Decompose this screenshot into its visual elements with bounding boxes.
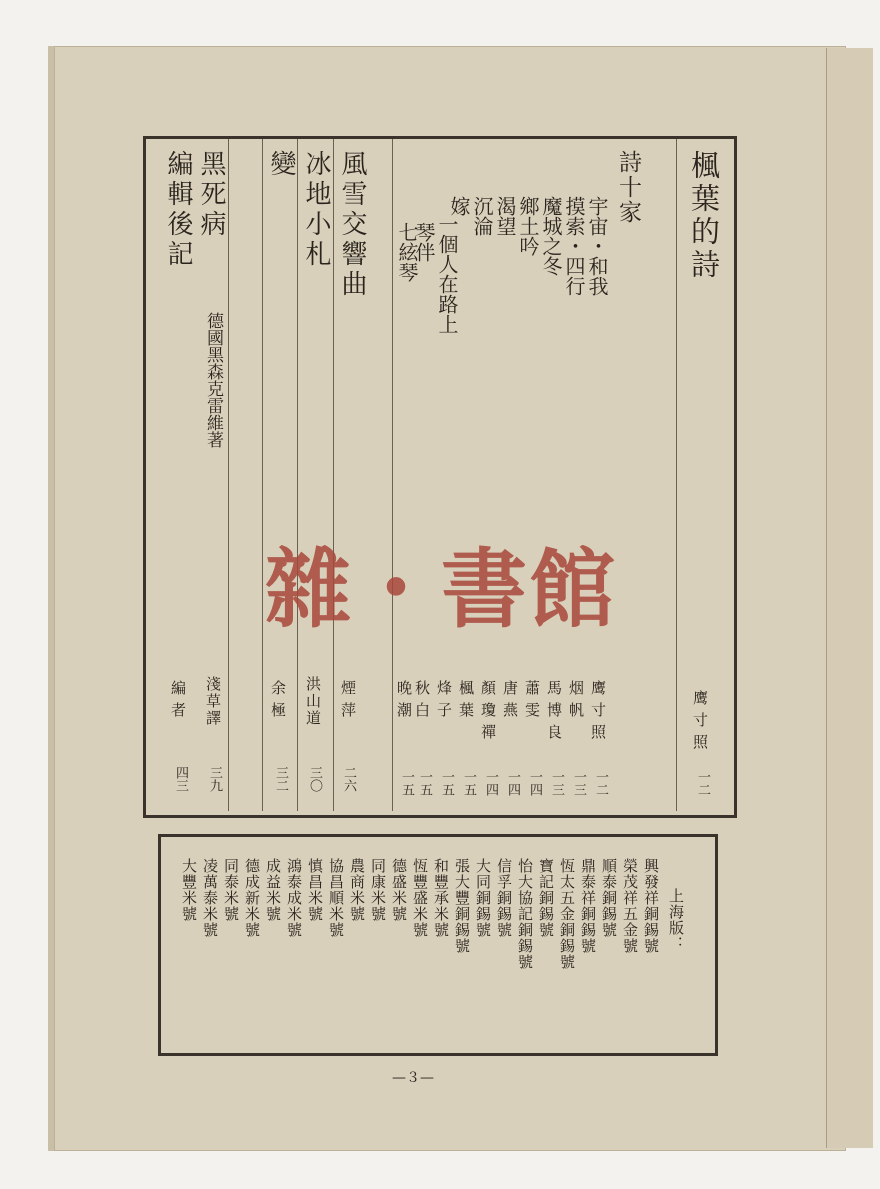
poem-page: 一三 [571,770,586,796]
ad-entry: 德成新米號 [243,858,261,938]
ad-entry: 張大豐銅錫號 [453,858,471,954]
article-note: 德國黑森克雷維著 [203,312,223,448]
article-title: 黑死病 [196,150,226,240]
article-author: 煙萍 [339,680,357,724]
library-stamp: 雜・書館 [265,539,617,640]
poem-author: 鹰寸照 [589,680,607,746]
article-title: 編輯後記 [163,150,193,270]
ad-entry: 鼎泰祥銅錫號 [579,858,597,954]
article-page: 三〇 [307,766,322,792]
poem-title: 七絃琴 [395,222,419,282]
ad-entry: 順泰銅錫號 [600,858,618,938]
poem-page: 一五 [461,770,476,796]
group-title: 詩十家 [615,150,641,225]
ad-entry: 怡大協記銅錫號 [516,858,534,970]
ad-entry: 農商米號 [348,858,366,922]
ad-entry: 同泰米號 [222,858,240,922]
article-author: 洪山道 [304,676,322,727]
divider [262,139,263,811]
poem-author: 楓葉 [457,680,475,724]
article-page: 三二 [273,766,288,792]
divider [676,139,677,811]
poem-page: 一四 [527,770,542,796]
poem-page: 一二 [593,770,608,796]
poem-page: 一四 [483,770,498,796]
article-author: 編者 [169,680,187,724]
ad-entry: 大豐米號 [180,858,198,922]
ad-entry: 德盛米號 [390,858,408,922]
article-title: 變 [266,150,296,180]
poem-title: 宇宙・和我 [585,196,609,296]
divider [392,139,393,811]
section-title: 楓葉的詩 [687,150,721,282]
article-page: 四三 [173,766,188,792]
article-title: 風雪交響曲 [337,150,367,300]
ad-entry: 凌萬泰米號 [201,858,219,938]
poem-page: 一五 [417,770,432,796]
poem-page: 一五 [399,770,414,796]
poem-author: 唐燕 [501,680,519,724]
ad-entry: 信孚銅錫號 [495,858,513,938]
article-author: 余極 [269,680,287,724]
ad-entry: 興發祥銅錫號 [642,858,660,954]
section-author: 鹰寸照 [691,690,709,756]
poem-author: 秋白 [413,680,431,724]
poem-title: 沉淪 [470,196,494,236]
page-number: —３— [392,1070,434,1086]
poem-author: 馬博良 [545,680,563,746]
poem-title: 一個人在路上 [435,214,459,334]
ad-entry: 大同銅錫號 [474,858,492,938]
poem-author: 蕭雯 [523,680,541,724]
ad-entry: 和豐承米號 [432,858,450,938]
ad-entry: 慎昌米號 [306,858,324,922]
poem-author: 烽子 [435,680,453,724]
poem-author: 顏瓊禪 [479,680,497,746]
article-title: 冰地小札 [301,150,331,270]
ad-entry: 榮茂祥五金號 [621,858,639,954]
ad-entry: 成益米號 [264,858,282,922]
next-page-edge [826,48,873,1148]
poem-title: 嫁 [447,196,471,216]
poem-title: 鄉土吟 [516,196,540,256]
poem-page: 一三 [549,770,564,796]
poem-author: 烟帆 [567,680,585,724]
poem-page: 一五 [439,770,454,796]
ad-entry: 協昌順米號 [327,858,345,938]
ad-header: 上海版： [667,888,685,952]
article-page: 二六 [341,766,356,792]
ad-entry: 同康米號 [369,858,387,922]
poem-page: 一四 [505,770,520,796]
ad-entry: 恆豐盛米號 [411,858,429,938]
poem-title: 魔城之冬 [539,196,563,276]
article-page: 三九 [207,766,222,792]
poem-title: 渴望 [493,196,517,236]
section-page: 一二 [695,770,710,796]
poem-author: 晚潮 [395,680,413,724]
article-author: 淺草譯 [204,676,222,727]
ad-entry: 鴻泰成米號 [285,858,303,938]
poem-title: 摸索・四行 [562,196,586,296]
poem-title: 琴伴 [412,222,436,262]
ad-entry: 恆太五金銅錫號 [558,858,576,970]
ad-entry: 寶記銅錫號 [537,858,555,938]
